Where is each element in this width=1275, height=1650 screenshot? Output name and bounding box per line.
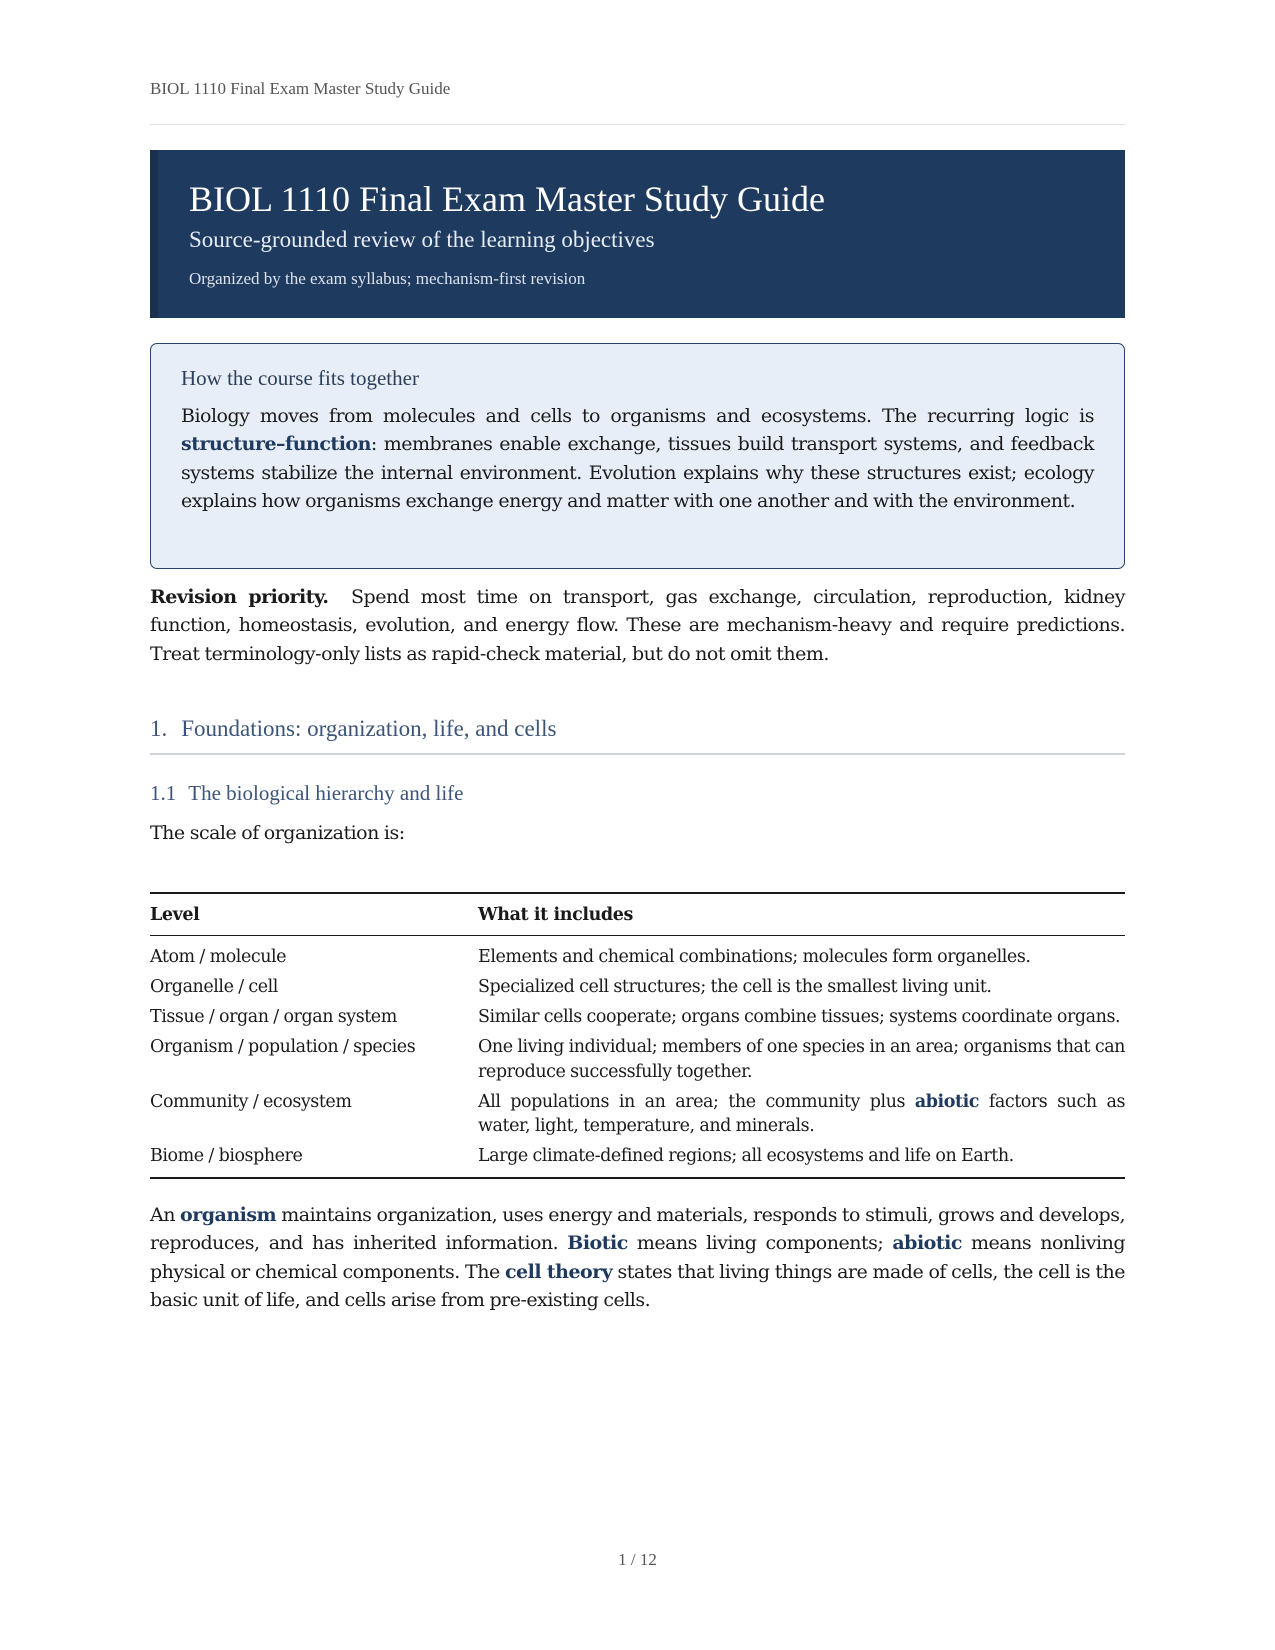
table-row — [150, 1005, 1125, 1030]
table-header-row — [150, 894, 1125, 935]
callout-text-part: : membranes enable exchange, tissues build transport systems, and feedback systems stabilize the internal environment. Evolution explains why these structures exist; ecology explains how organisms exchange energy and matter with one another and with the environment. — [181, 433, 1094, 513]
key-term: abiotic — [914, 1091, 980, 1112]
table-header-level: Level — [150, 904, 200, 925]
level-cell: Atom / molecule — [150, 947, 287, 967]
table-bottom-rule — [150, 1177, 1125, 1179]
callout-title: How the course fits together — [181, 366, 419, 390]
section-heading — [150, 716, 1125, 755]
subsection-title: The biological hierarchy and life — [188, 781, 464, 805]
level-cell: Biome / biosphere — [150, 1146, 303, 1166]
title-banner — [150, 150, 1125, 318]
includes-cell — [478, 1090, 1125, 1139]
table-row — [150, 975, 1125, 1000]
table-body — [150, 936, 1125, 1177]
level-cell: Tissue / organ / organ system — [150, 1007, 397, 1027]
subsection-number: 1.1 — [150, 781, 177, 805]
callout-text-part: Biology moves from molecules and cells to organisms and ecosystems. The recurring logic is — [181, 405, 1094, 427]
table-row — [150, 1144, 1125, 1169]
hierarchy-table — [150, 892, 1125, 1179]
includes-cell: One living individual; members of one species in an area; organisms that can reproduce successfully together. — [478, 1037, 1125, 1082]
key-term: Biotic — [567, 1232, 628, 1255]
key-term: organism — [180, 1204, 277, 1226]
table-header-includes: What it includes — [478, 904, 633, 925]
level-cell: Organism / population / species — [150, 1037, 416, 1057]
revision-priority-paragraph — [150, 583, 1125, 668]
paragraph-text-part: means nonliving physical or chemical components. The — [150, 1232, 1125, 1283]
table-row — [150, 1090, 1125, 1139]
paragraph-text-part: An — [150, 1204, 181, 1226]
document-note: Organized by the exam syllabus; mechanism-first revision — [189, 269, 586, 288]
header-divider — [150, 124, 1125, 125]
section-title: Foundations: organization, life, and cells — [181, 716, 557, 741]
includes-cell: Specialized cell structures; the cell is the smallest living unit. — [478, 977, 992, 997]
scale-intro: The scale of organization is: — [150, 822, 405, 844]
paragraph-text-part: maintains organization, uses energy and materials, responds to stimuli, grows and develops, reproduces, and has inherited information. — [150, 1204, 1125, 1255]
page-number: 1 / 12 — [618, 1550, 657, 1569]
overview-callout — [150, 343, 1125, 569]
includes-text-part: All populations in an area; the community plus — [478, 1091, 915, 1112]
key-term: abiotic — [892, 1232, 962, 1255]
includes-text-part: factors such as water, light, temperature, and minerals. — [478, 1091, 1125, 1136]
key-term: cell theory — [504, 1260, 613, 1283]
paragraph-text-part: states that living things are made of cells, the cell is the basic unit of life, and cells arise from pre-existing cells. — [150, 1260, 1126, 1312]
subsection-heading — [150, 781, 463, 806]
table-row — [150, 945, 1125, 970]
organism-definition-paragraph — [150, 1201, 1125, 1315]
section-number: 1. — [150, 716, 168, 741]
level-cell: Organelle / cell — [150, 977, 278, 997]
table-row — [150, 1035, 1125, 1084]
paragraph-text-part: means living components; — [627, 1232, 893, 1255]
running-header: BIOL 1110 Final Exam Master Study Guide — [150, 79, 451, 98]
key-term: structure–function — [181, 433, 371, 456]
includes-cell: Similar cells cooperate; organs combine tissues; systems coordinate organs. — [478, 1007, 1121, 1027]
revision-label: Revision priority. — [150, 586, 329, 608]
document-subtitle: Source-grounded review of the learning objectives — [189, 227, 655, 252]
callout-text — [181, 402, 1094, 516]
level-cell: Community / ecosystem — [150, 1091, 352, 1112]
includes-cell: Elements and chemical combinations; molecules form organelles. — [478, 947, 1031, 967]
document-title: BIOL 1110 Final Exam Master Study Guide — [189, 179, 825, 219]
revision-text: Spend most time on transport, gas exchange, circulation, reproduction, kidney function, homeostasis, evolution, and energy flow. These are mechanism-heavy and require predictions. Treat terminology-only lists as rapid-check material, but do not omit them. — [150, 586, 1125, 665]
includes-cell: Large climate-defined regions; all ecosystems and life on Earth. — [478, 1146, 1014, 1166]
